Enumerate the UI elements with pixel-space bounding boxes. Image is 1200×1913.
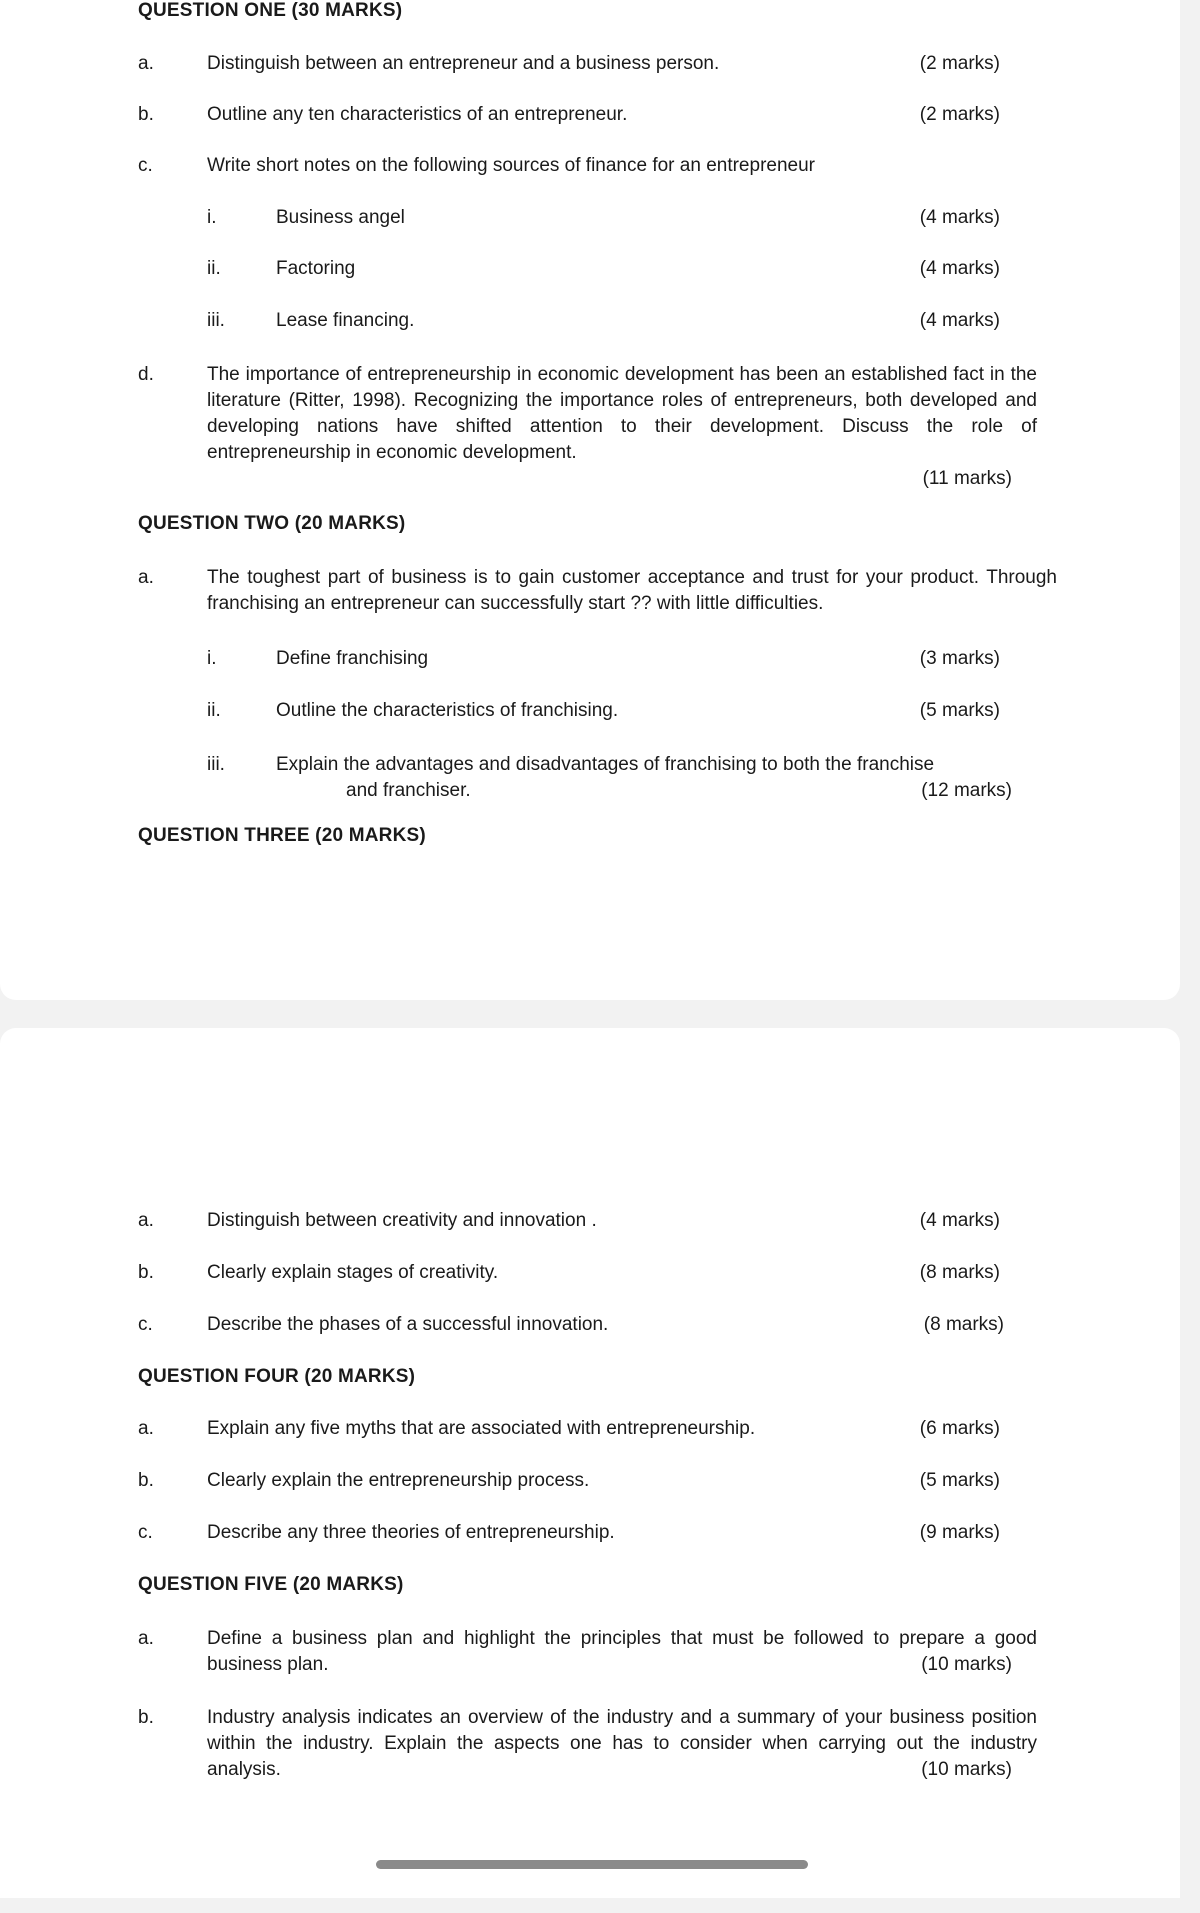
item-text: Distinguish between an entrepreneur and a business person. xyxy=(207,53,720,74)
item-marks: (4 marks) xyxy=(919,207,1000,228)
item-text: The toughest part of business is to gain customer acceptance and trust for your product. Through franchising an entrepreneur can successfully start ?? with little difficulties. xyxy=(207,567,1057,614)
question-item xyxy=(0,1314,1180,1344)
item-text: Lease financing. xyxy=(276,310,415,331)
item-marks: (2 marks) xyxy=(919,104,1000,125)
item-text: Explain any five myths that are associated with entrepreneurship. xyxy=(207,1418,756,1439)
item-marks: (3 marks) xyxy=(919,648,1000,669)
item-text: Outline any ten characteristics of an entrepreneur. xyxy=(207,104,628,125)
question-item xyxy=(0,1522,1180,1552)
item-text: Describe the phases of a successful innovation. xyxy=(207,1314,609,1335)
item-text: Industry analysis indicates an overview of the industry and a summary of your business position within the industry. Explain the aspects one has to consider when carrying out the industry analysis. xyxy=(207,1707,1037,1780)
horizontal-scrollbar[interactable] xyxy=(376,1860,808,1869)
item-label: iii. xyxy=(207,310,225,331)
item-label: d. xyxy=(138,364,154,385)
item-text: Define franchising xyxy=(276,648,429,669)
item-marks: (5 marks) xyxy=(919,1470,1000,1491)
question-paragraph xyxy=(0,565,1180,625)
question-five-heading: QUESTION FIVE (20 MARKS) xyxy=(138,1574,404,1595)
item-label: a. xyxy=(138,1628,154,1649)
exam-page-bottom xyxy=(0,1028,1180,1898)
item-text: Explain the advantages and disadvantages of franchising to both the franchise xyxy=(276,754,935,775)
item-label: ii. xyxy=(207,258,221,279)
item-label: a. xyxy=(138,1418,154,1439)
sub-question-item xyxy=(0,648,1180,678)
sub-question-item xyxy=(0,700,1180,730)
question-paragraph xyxy=(0,1626,1180,1682)
item-marks: (4 marks) xyxy=(919,310,1000,331)
item-marks: (10 marks) xyxy=(921,1654,1012,1675)
question-item xyxy=(0,53,1180,83)
item-text: Business angel xyxy=(276,207,405,228)
item-marks: (8 marks) xyxy=(923,1314,1004,1335)
question-item xyxy=(0,1262,1180,1292)
sub-question-item xyxy=(0,258,1180,288)
item-label: c. xyxy=(138,1314,153,1335)
question-four-heading: QUESTION FOUR (20 MARKS) xyxy=(138,1366,416,1387)
item-marks: (4 marks) xyxy=(919,258,1000,279)
sub-question-item xyxy=(0,207,1180,237)
question-item xyxy=(0,155,1180,185)
sub-question-item xyxy=(0,310,1180,340)
question-item xyxy=(0,1418,1180,1448)
item-text: Clearly explain stages of creativity. xyxy=(207,1262,499,1283)
item-text: Distinguish between creativity and innovation . xyxy=(207,1210,597,1231)
item-label: a. xyxy=(138,53,154,74)
item-text: Define a business plan and highlight the principles that must be followed to prepare a good business plan. xyxy=(207,1628,1037,1675)
item-label: a. xyxy=(138,1210,154,1231)
item-marks: (5 marks) xyxy=(919,700,1000,721)
item-marks: (12 marks) xyxy=(921,780,1012,801)
item-label: i. xyxy=(207,648,217,669)
sub-question-paragraph xyxy=(0,752,1180,808)
item-marks: (4 marks) xyxy=(919,1210,1000,1231)
item-label: b. xyxy=(138,104,154,125)
question-item xyxy=(0,104,1180,134)
item-text: Write short notes on the following sources of finance for an entrepreneur xyxy=(207,155,815,176)
item-label: i. xyxy=(207,207,217,228)
item-label: iii. xyxy=(207,754,225,775)
item-label: c. xyxy=(138,155,153,176)
item-marks: (9 marks) xyxy=(919,1522,1000,1543)
item-text: The importance of entrepreneurship in economic development has been an established fact in the literature (Ritter, 1998). Recognizing the importance roles of entrepreneurs, both developed and developing nations have shifted attention to their development. Discuss the role of entrepreneurship in economic development. xyxy=(207,364,1037,463)
question-two-heading: QUESTION TWO (20 MARKS) xyxy=(138,513,406,534)
item-label: c. xyxy=(138,1522,153,1543)
item-label: a. xyxy=(138,567,154,588)
item-marks: (8 marks) xyxy=(919,1262,1000,1283)
item-marks: (11 marks) xyxy=(922,468,1012,489)
question-one-heading: QUESTION ONE (30 MARKS) xyxy=(138,0,403,21)
item-label: b. xyxy=(138,1262,154,1283)
item-text: Clearly explain the entrepreneurship process. xyxy=(207,1470,590,1491)
item-label: b. xyxy=(138,1707,154,1728)
item-marks: (2 marks) xyxy=(919,53,1000,74)
item-marks: (10 marks) xyxy=(921,1759,1012,1780)
item-marks: (6 marks) xyxy=(919,1418,1000,1439)
question-item xyxy=(0,1470,1180,1500)
question-paragraph xyxy=(0,1705,1180,1787)
question-three-heading: QUESTION THREE (20 MARKS) xyxy=(138,825,426,846)
item-text: Outline the characteristics of franchising. xyxy=(276,700,619,721)
item-label: b. xyxy=(138,1470,154,1491)
question-paragraph xyxy=(0,362,1180,492)
item-text: Factoring xyxy=(276,258,356,279)
item-text-continued: and franchiser. xyxy=(346,780,471,801)
item-label: ii. xyxy=(207,700,221,721)
question-item xyxy=(0,1210,1180,1240)
item-text: Describe any three theories of entrepreneurship. xyxy=(207,1522,615,1543)
